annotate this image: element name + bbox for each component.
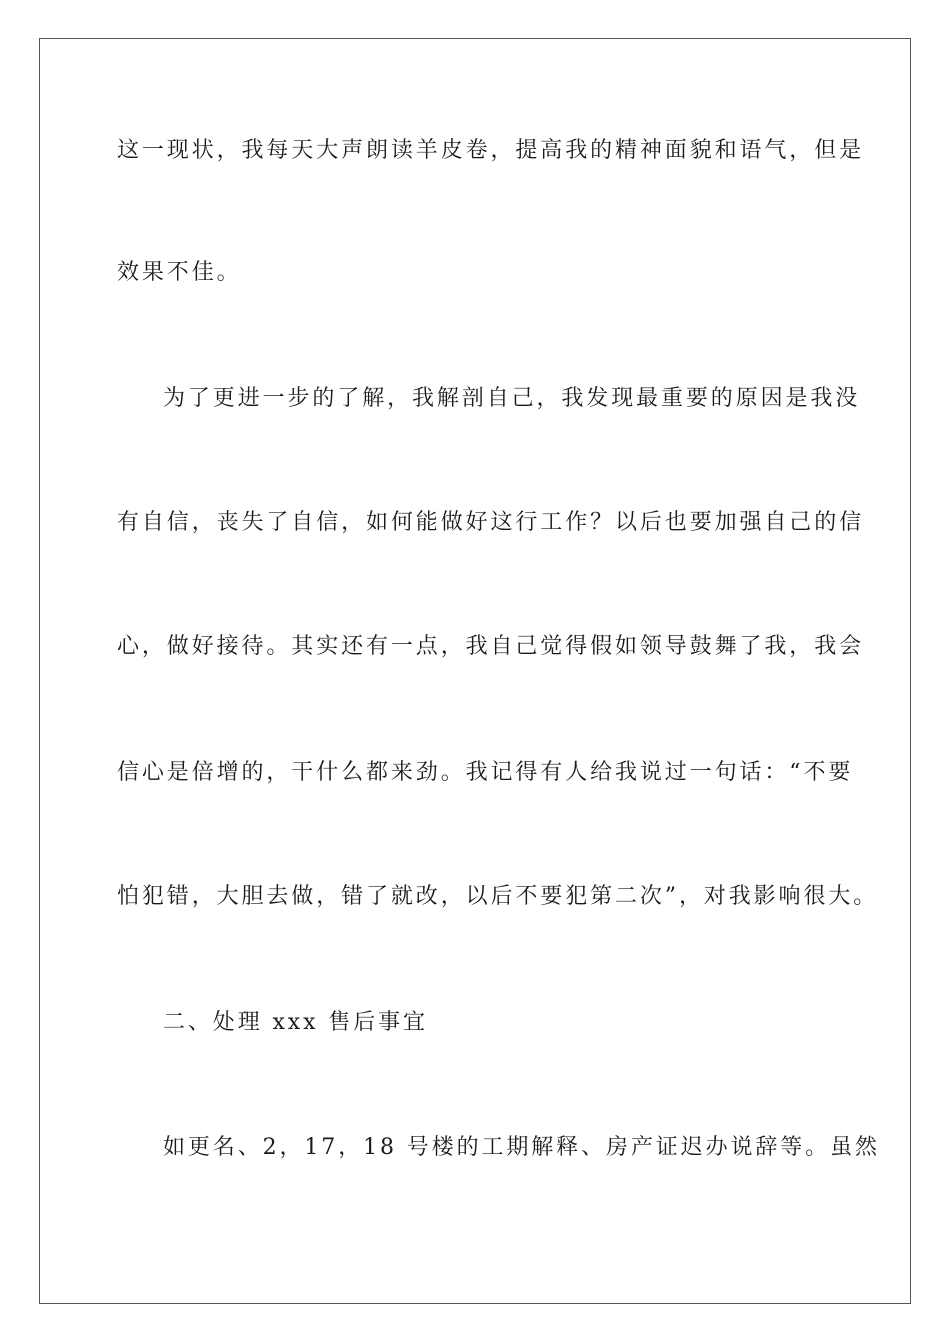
- paragraph-line: 这一现状，我每天大声朗读羊皮卷，提高我的精神面貌和语气，但是: [117, 138, 865, 163]
- paragraph-line: 如更名、2，17，18 号楼的工期解释、房产证迟办说辞等。虽然: [163, 1135, 880, 1160]
- paragraph-line: 信心是倍增的，干什么都来劲。我记得有人给我说过一句话：“不要: [117, 760, 854, 785]
- paragraph-line: 怕犯错，大胆去做，错了就改，以后不要犯第二次”，对我影响很大。: [117, 884, 879, 909]
- paragraph-line: 效果不佳。: [117, 260, 242, 285]
- page-border: [39, 38, 911, 1304]
- paragraph-line: 心，做好接待。其实还有一点，我自己觉得假如领导鼓舞了我，我会: [117, 634, 865, 659]
- paragraph-line: 为了更进一步的了解，我解剖自己，我发现最重要的原因是我没: [163, 386, 861, 411]
- paragraph-line: 有自信，丧失了自信，如何能做好这行工作？以后也要加强自己的信: [117, 510, 865, 535]
- section-heading: 二、处理 xxx 售后事宜: [163, 1010, 428, 1035]
